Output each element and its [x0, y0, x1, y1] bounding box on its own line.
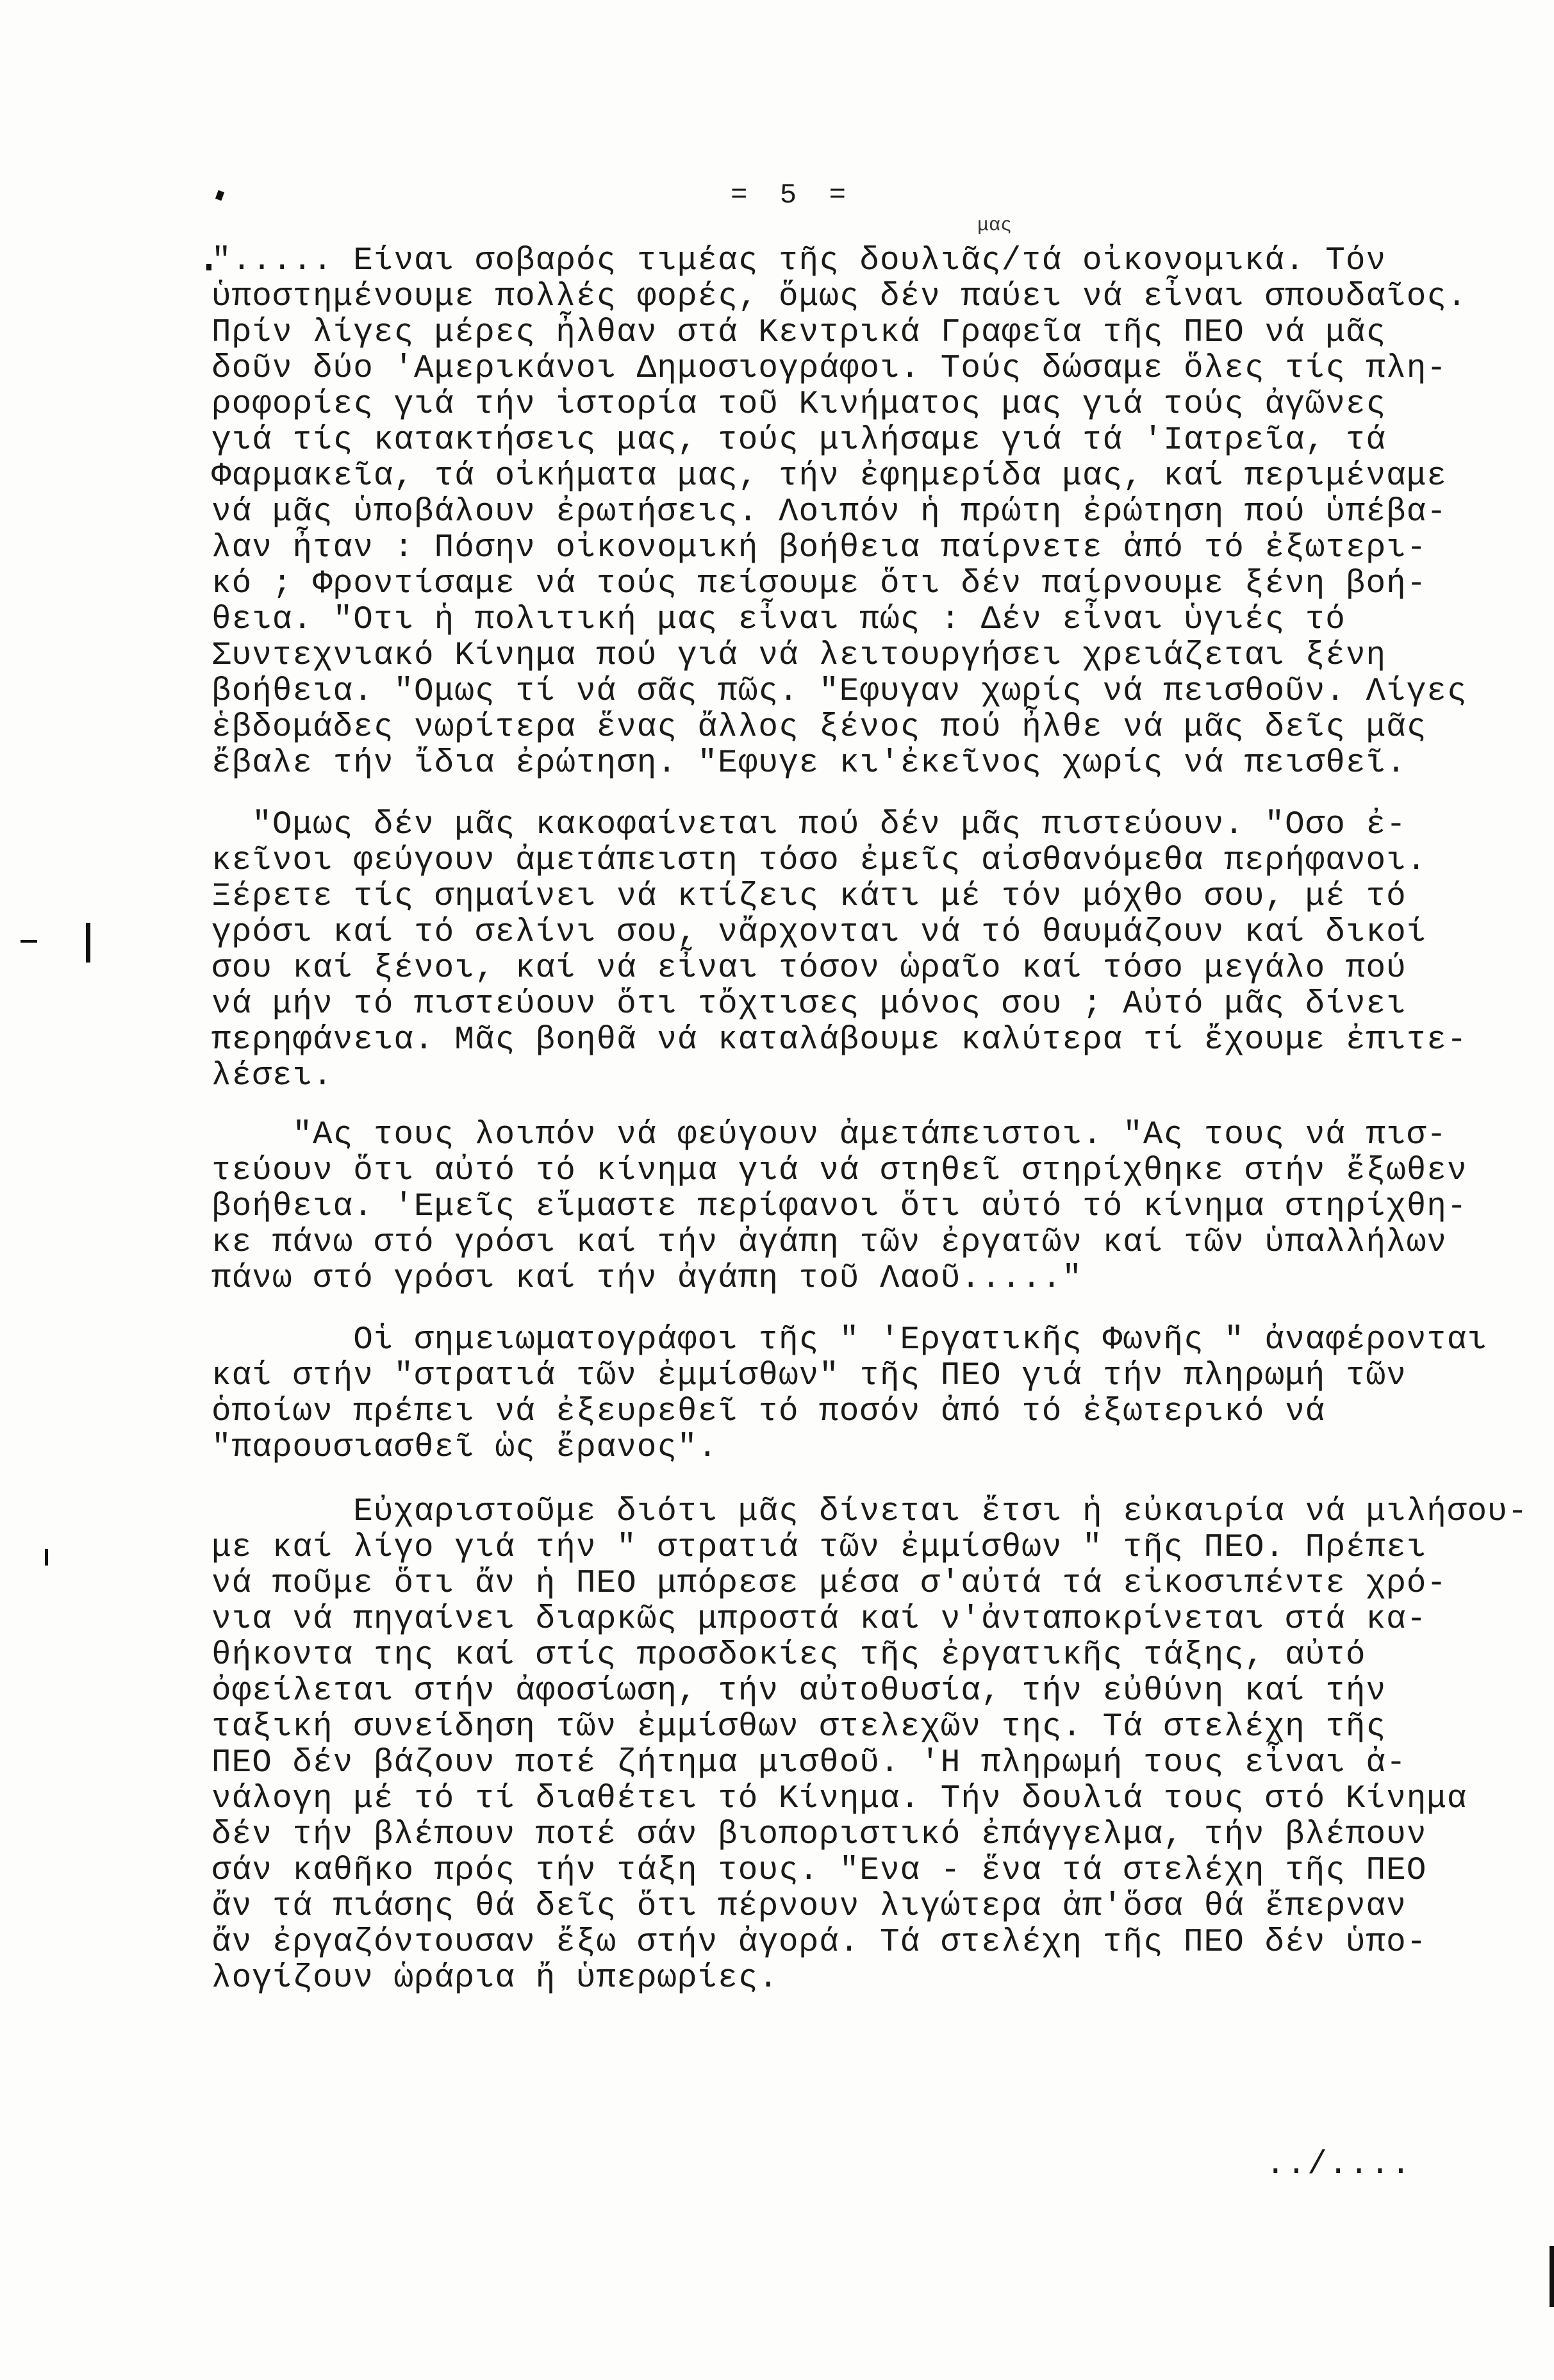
text-line: δοῦν δύο 'Αμερικάνοι Δημοσιογράφοι. Τούς δώσαμε ὅλες τίς πλη- [211, 351, 1447, 387]
text-line: νια νά πηγαίνει διαρκῶς μπροστά καί ν'ἀνταποκρίνεται στά κα- [211, 1601, 1427, 1638]
text-line: ἑβδομάδες νωρίτερα ἕνας ἄλλος ξένος πού ἦλθε νά μᾶς δεῖς μᾶς [211, 709, 1427, 746]
text-line: ὁποίων πρέπει νά ἐξευρεθεῖ τό ποσόν ἀπό τό ἐξωτερικό νά [211, 1394, 1346, 1430]
text-line: Οἱ σημειωματογράφοι τῆς " 'Εργατικῆς Φωνῆς " ἀναφέρονται [211, 1322, 1488, 1359]
text-line: θεια. "Οτι ἡ πολιτική μας εἶναι πώς : Δέν εἶναι ὑγιές τό [211, 602, 1346, 638]
text-line: πάνω στό γρόσι καί τήν ἀγάπη τοῦ Λαοῦ....." [211, 1260, 1083, 1297]
text-line: ἄν ἐργαζόντουσαν ἔξω στήν ἀγορά. Τά στελέχη τῆς ΠΕΟ δέν ὑπο- [211, 1924, 1427, 1961]
text-line: "Ας τους λοιπόν νά φεύγουν ἀμετάπειστοι. "Ας τους νά πισ- [211, 1117, 1447, 1153]
text-line: ὑποστημένουμε πολλές φορές, ὅμως δέν παύει νά εἶναι σπουδαῖος. [211, 279, 1467, 315]
text-line: με καί λίγο γιά τήν " στρατιά τῶν ἐμμίσθων " τῆς ΠΕΟ. Πρέπει [211, 1530, 1427, 1566]
text-line: λέσει. [211, 1058, 333, 1095]
text-line: κε πάνω στό γρόσι καί τήν ἀγάπη τῶν ἐργατῶν καί τῶν ὑπαλλήλων [211, 1225, 1447, 1261]
body-text [211, 243, 1528, 1997]
text-line: "παρουσιασθεῖ ὡς ἔρανος". [211, 1430, 718, 1466]
text-line: δέν τήν βλέπουν ποτέ σάν βιοποριστικό ἐπάγγελμα, τήν βλέπουν [211, 1817, 1427, 1853]
text-line: "Ομως δέν μᾶς κακοφαίνεται πού δέν μᾶς πιστεύουν. "Οσο ἐ- [211, 807, 1407, 843]
text-line: Φαρμακεῖα, τά οἰκήματα μας, τήν ἐφημερίδα μας, καί περιμέναμε [211, 458, 1447, 495]
text-line: περηφάνεια. Μᾶς βοηθᾶ νά καταλάβουμε καλύτερα τί ἔχουμε ἐπιτε- [211, 1022, 1467, 1059]
text-line: κό ; Φροντίσαμε νά τούς πείσουμε ὅτι δέν παίρνουμε ξένη βοή- [211, 566, 1427, 602]
paragraph [211, 1118, 1467, 1297]
text-line: ἄν τά πιάσης θά δεῖς ὅτι πέρνουν λιγώτερα ἀπ'ὅσα θά ἔπερναν [211, 1888, 1407, 1925]
text-line: ΠΕΟ δέν βάζουν ποτέ ζήτημα μισθοῦ. 'Η πληρωμή τους εἶναι ἀ- [211, 1745, 1407, 1781]
text-line: νά μᾶς ὑποβάλουν ἐρωτήσεις. Λοιπόν ἡ πρώτη ἐρώτηση πού ὑπέβα- [211, 494, 1447, 531]
text-line: λαν ἦταν : Πόσην οἰκονομική βοήθεια παίρνετε ἀπό τό ἐξωτερι- [211, 530, 1427, 566]
text-line: σάν καθῆκο πρός τήν τάξη τους. "Ενα - ἕνα τά στελέχη τῆς ΠΕΟ [211, 1853, 1427, 1889]
text-line: Πρίν λίγες μέρες ἦλθαν στά Κεντρικά Γραφεῖα τῆς ΠΕΟ νά μᾶς [211, 315, 1387, 351]
text-line: ταξική συνείδηση τῶν ἐμμίσθων στελεχῶν της. Τά στελέχη τῆς [211, 1709, 1387, 1746]
scan-mark [21, 940, 37, 943]
paragraph [211, 1494, 1528, 1997]
scan-mark [86, 923, 90, 963]
text-line: θήκοντα της καί στίς προσδοκίες τῆς ἐργατικῆς τάξης, αὐτό [211, 1637, 1366, 1674]
text-line: Εὐχαριστοῦμε διότι μᾶς δίνεται ἔτσι ἡ εὐκαιρία νά μιλήσου- [211, 1494, 1528, 1530]
text-line: σου καί ξένοι, καί νά εἶναι τόσον ὡραῖο καί τόσο μεγάλο πού [211, 950, 1407, 987]
scan-mark [215, 190, 224, 201]
paragraph [211, 807, 1467, 1095]
text-line: γιά τίς κατακτήσεις μας, τούς μιλήσαμε γιά τά 'Ιατρεῖα, τά [211, 422, 1387, 459]
text-line: τεύουν ὅτι αὐτό τό κίνημα γιά νά στηθεῖ στηρίχθηκε στήν ἔξωθεν [211, 1153, 1467, 1189]
text-line: καί στήν "στρατιά τῶν ἐμμίσθων" τῆς ΠΕΟ γιά τήν πληρωμή τῶν [211, 1358, 1407, 1394]
text-line: Ξέρετε τίς σημαίνει νά κτίζεις κάτι μέ τόν μόχθο σου, μέ τό [211, 879, 1407, 915]
continuation-marker: ../.... [1266, 2147, 1412, 2183]
scan-mark [1550, 2246, 1554, 2307]
text-line: Συντεχνιακό Κίνημα πού γιά νά λειτουργήσει χρειάζεται ξένη [211, 638, 1387, 674]
text-line: βοήθεια. "Ομως τί νά σᾶς πῶς. "Εφυγαν χωρίς νά πεισθοῦν. Λίγες [211, 674, 1467, 710]
handwritten-annotation: μας [977, 215, 1013, 236]
text-line: ὀφείλεται στήν ἀφοσίωση, τήν αὐτοθυσία, τήν εὐθύνη καί τήν [211, 1673, 1387, 1710]
text-line: γρόσι καί τό σελίνι σου, νἄρχονται νά τό θαυμάζουν καί δικοί [211, 914, 1427, 951]
text-line: "..... Είναι σοβαρός τιμέας τῆς δουλιᾶς/τά οἰκονομικά. Τόν [211, 243, 1387, 279]
text-line: νάλογη μέ τό τί διαθέτει τό Κίνημα. Τήν δουλιά τους στό Κίνημα [211, 1781, 1467, 1817]
scan-mark [206, 264, 211, 270]
text-line: ἔβαλε τήν ἴδια ἐρώτηση. "Εφυγε κι'ἐκεῖνος χωρίς νά πεισθεῖ. [211, 745, 1407, 782]
paragraph [211, 1322, 1488, 1466]
text-line: κεῖνοι φεύγουν ἀμετάπειστη τόσο ἐμεῖς αἰσθανόμεθα περήφανοι. [211, 843, 1427, 879]
paragraph [211, 244, 1467, 782]
page-number: = 5 = [731, 179, 854, 211]
scan-mark [45, 1549, 48, 1566]
text-line: βοήθεια. 'Εμεῖς εἴμαστε περίφανοι ὅτι αὐτό τό κίνημα στηρίχθη- [211, 1189, 1467, 1225]
text-line: νά μήν τό πιστεύουν ὅτι τὄχτισες μόνος σου ; Αὐτό μᾶς δίνει [211, 986, 1407, 1023]
text-line: ροφορίες γιά τήν ἱστορία τοῦ Κινήματος μας γιά τούς ἀγῶνες [211, 386, 1387, 423]
text-line: λογίζουν ὡράρια ἤ ὑπερωρίες. [211, 1960, 779, 1997]
text-line: νά ποῦμε ὅτι ἄν ἡ ΠΕΟ μπόρεσε μέσα σ'αὐτά τά εἰκοσιπέντε χρό- [211, 1566, 1447, 1602]
